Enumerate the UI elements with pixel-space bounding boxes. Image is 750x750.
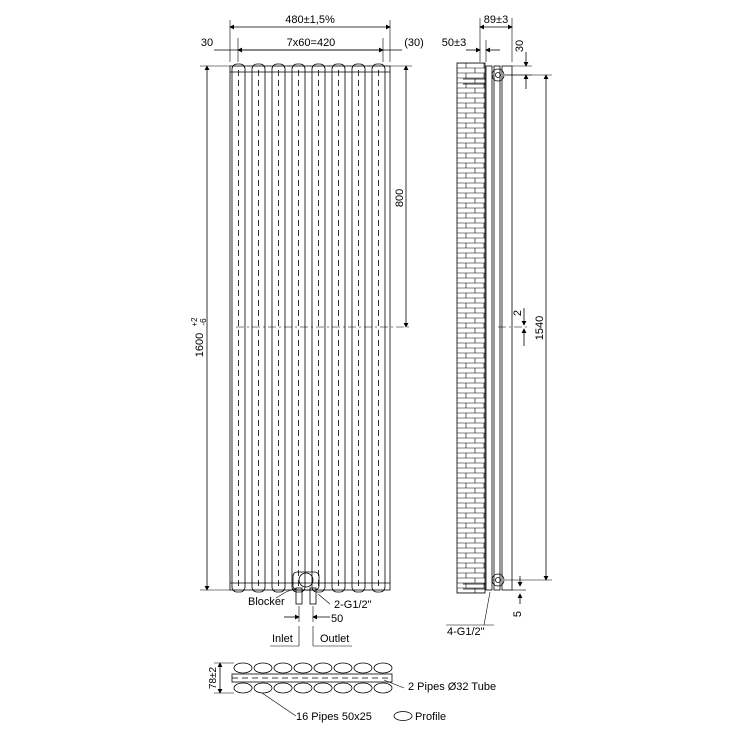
depth-label: 89±3 — [483, 14, 509, 26]
bracket-height-label: 1540 — [534, 315, 546, 341]
section-depth-dimension — [208, 663, 234, 693]
bottom-offset-label: 5 — [512, 610, 524, 618]
bottom-offset-dimension — [512, 576, 526, 617]
top-offset-label: 30 — [514, 39, 526, 53]
wall-distance-label: 50±3 — [441, 37, 467, 49]
height-dimension — [190, 66, 230, 590]
left-offset-label: 30 — [200, 37, 214, 49]
radiator-columns — [230, 64, 390, 592]
tube-pipes — [232, 674, 392, 682]
depth-dimension — [442, 14, 512, 62]
top-offset-dimension — [505, 40, 532, 89]
pipes-label: 2 Pipes Ø32 Tube — [408, 681, 497, 693]
pipes-callout — [384, 680, 496, 693]
profile-callout — [262, 693, 446, 723]
overall-width-dimension — [230, 14, 390, 27]
blocker-label: Blocker — [248, 596, 285, 608]
front-view — [190, 14, 424, 646]
pitch-dimension — [201, 37, 424, 62]
mid-height-dimension — [236, 66, 412, 327]
section-depth-label: 78±2 — [208, 666, 219, 690]
side-connection-label: 4-G1/2" — [447, 626, 485, 638]
overall-width-label: 480±1,5% — [285, 14, 335, 26]
profile-count-label: 16 Pipes 50x25 — [296, 711, 372, 723]
mid-gap-dimension — [498, 308, 530, 346]
side-view — [442, 14, 552, 638]
side-connection-callout — [446, 592, 494, 638]
right-offset-label: (30) — [404, 37, 424, 49]
profile-oval-symbol — [394, 712, 412, 721]
inlet-label: Inlet — [272, 633, 293, 645]
mid-gap-label: 2 — [512, 309, 524, 317]
profile-label: Profile — [415, 711, 447, 723]
front-connection-label: 2-G1/2" — [334, 599, 372, 611]
mid-height-label: 800 — [394, 188, 406, 208]
height-tol-upper: +2 — [190, 317, 199, 327]
height-label: 1600 — [194, 332, 206, 358]
pitch-label: 7x60=420 — [286, 37, 336, 49]
outlet-label: Outlet — [320, 633, 350, 645]
connection-spacing-label: 50 — [331, 613, 344, 625]
section-view — [208, 663, 496, 723]
height-tol-lower: -6 — [199, 318, 208, 326]
brick-wall — [457, 63, 485, 593]
